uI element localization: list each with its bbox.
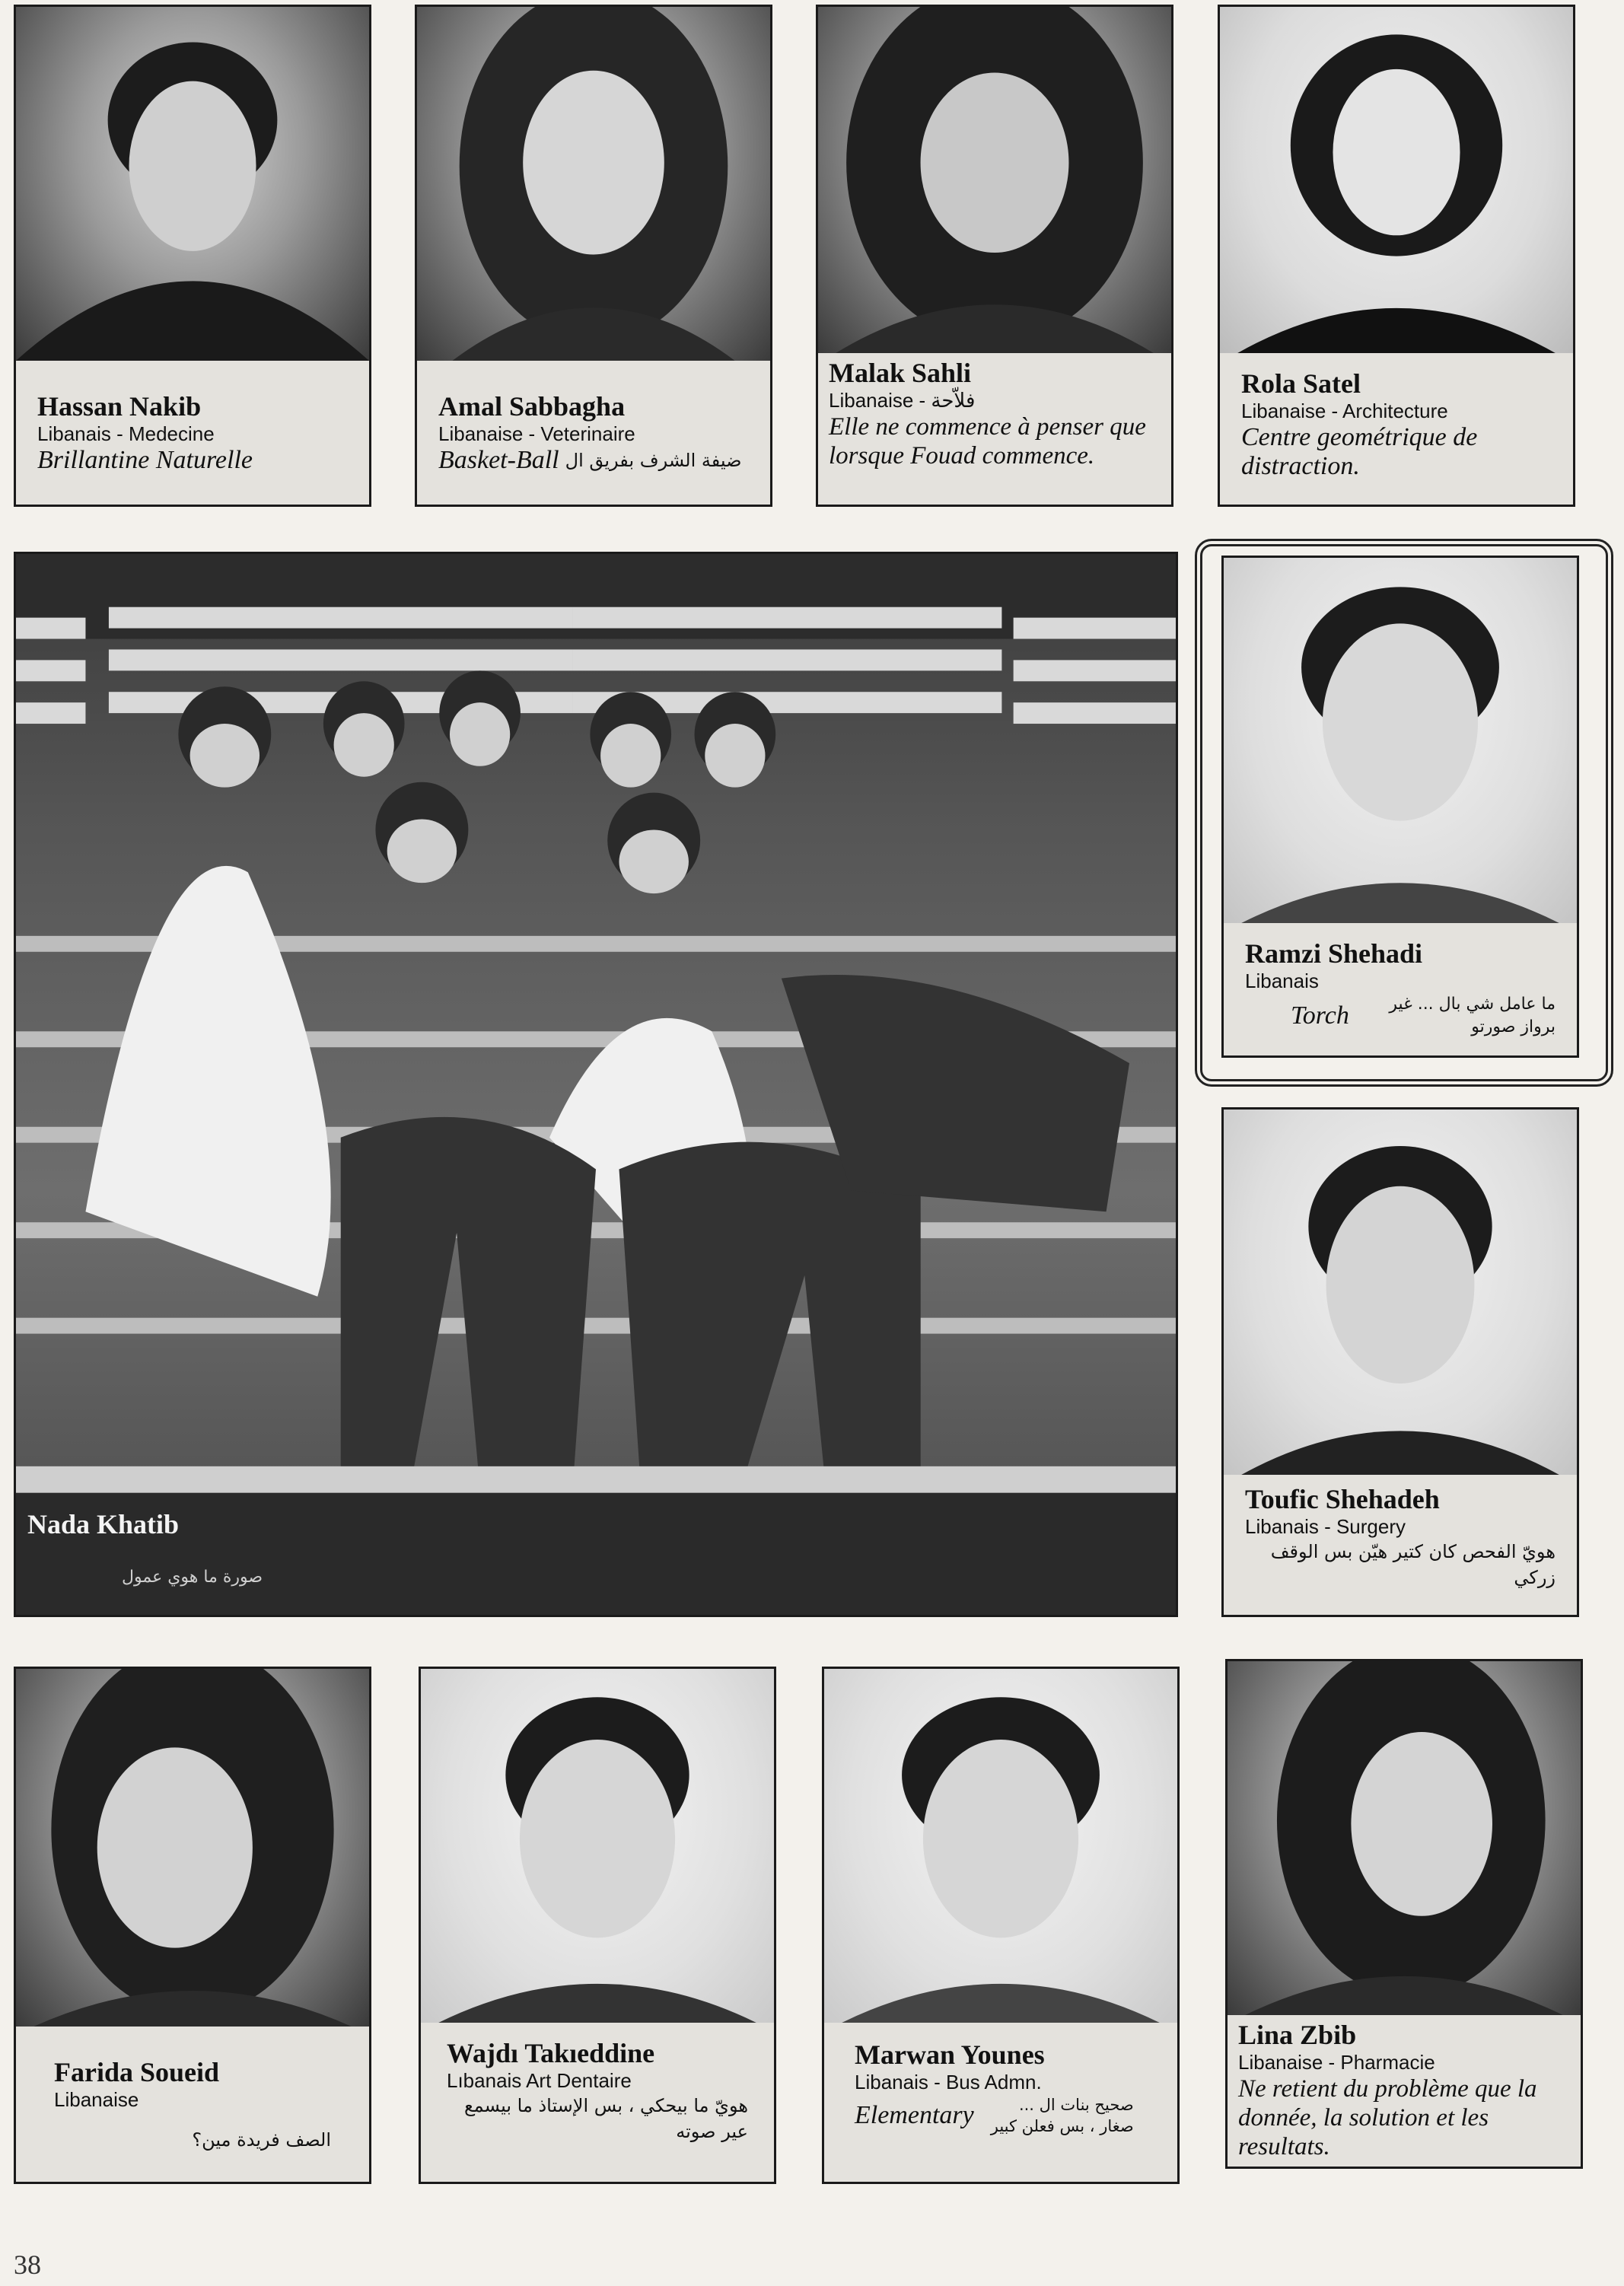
student-info: Libanaise - Architecture [1241, 400, 1448, 422]
student-info: Libanais - Bus Admn. [855, 2071, 1042, 2093]
student-arabic-note: هويّ ما بيحكي ، بس الإستاذ ما بيسمع عير صوته [464, 2095, 748, 2142]
student-name: Amal Sabbagha [438, 391, 626, 422]
student-info: Libanaise - Veterinaire [438, 422, 635, 445]
portrait-photo [16, 1669, 369, 2027]
portrait-photo [1228, 1661, 1581, 2015]
student-name: Rola Satel [1241, 368, 1361, 399]
caption [1224, 1475, 1577, 1615]
portrait-photo [818, 7, 1171, 353]
group-photo-arabic: صورة ما هوي عمول [122, 1568, 263, 1587]
portrait-photo [1224, 558, 1577, 923]
student-name: Wajdı Takıeddine [447, 2038, 655, 2068]
student-quote: Torch [1291, 1001, 1349, 1030]
student-name: Marwan Younes [855, 2039, 1045, 2070]
student-info: Libanaise - Pharmacie [1238, 2051, 1435, 2074]
student-quote: Elle ne commence à penser que lorsque Fouad commence. [829, 413, 1146, 470]
student-info: Lıbanais Art Dentaire [447, 2069, 632, 2092]
student-card-toufic [1221, 1107, 1579, 1617]
portrait-photo [824, 1669, 1177, 2023]
caption [16, 2027, 369, 2182]
student-arabic-note: ضيفة الشرف بفريق ال [565, 450, 742, 471]
student-info: Libanais - Medecine [37, 422, 215, 445]
student-quote: Ne retient du problème que la donnée, la solution et les resultats. [1238, 2075, 1537, 2160]
student-name: Malak Sahli [829, 358, 972, 388]
student-card-ramzi [1221, 556, 1579, 1058]
student-info: Libanais [1245, 969, 1319, 992]
student-name: Hassan Nakib [37, 391, 202, 422]
student-card-malak [816, 5, 1173, 507]
student-arabic-note: صحيح بنات ال ... صغار ، بس فعلن كبير [990, 2096, 1134, 2135]
student-arabic-note: هويّ الفحص كان كتير هيّن بس الوقف زركي [1270, 1541, 1556, 1588]
caption [421, 2023, 774, 2182]
caption [824, 2023, 1177, 2182]
group-photo-label: Nada Khatib [27, 1509, 180, 1539]
student-quote: Basket-Ball [438, 446, 559, 474]
student-info: Libanaise [54, 2088, 139, 2111]
caption [1224, 923, 1577, 1055]
group-photo [14, 552, 1178, 1617]
student-card-lina [1225, 1659, 1583, 2169]
caption [417, 361, 770, 505]
student-card-farida [14, 1667, 371, 2184]
page-number: 38 [14, 2249, 41, 2280]
student-info: Libanaise - فلاّحة [829, 389, 976, 412]
student-card-marwan [822, 1667, 1180, 2184]
student-name: Toufic Shehadeh [1245, 1484, 1440, 1514]
portrait-photo [421, 1669, 774, 2023]
student-card-amal [415, 5, 772, 507]
student-card-rola [1218, 5, 1575, 507]
student-info: Libanais - Surgery [1245, 1515, 1406, 1538]
student-arabic-note: ما عامل شي بال ... غير برواز صورتو [1389, 995, 1556, 1036]
student-name: Farida Soueid [54, 2057, 220, 2087]
student-card-wajdi [419, 1667, 776, 2184]
caption [818, 353, 1171, 505]
caption [1220, 353, 1573, 505]
student-quote: Elementary [855, 2101, 974, 2129]
student-name: Lina Zbib [1238, 2020, 1357, 2050]
student-quote: Centre geométrique de distraction. [1241, 423, 1478, 480]
student-card-hassan [14, 5, 371, 507]
portrait-photo [417, 7, 770, 361]
portrait-photo [16, 7, 369, 361]
student-quote: Brillantine Naturelle [37, 446, 253, 474]
student-arabic-note: الصف فريدة مين؟ [192, 2129, 331, 2151]
portrait-photo [1220, 7, 1573, 353]
student-name: Ramzi Shehadi [1245, 938, 1423, 969]
portrait-photo [1224, 1110, 1577, 1475]
caption [16, 361, 369, 505]
caption [1228, 2015, 1581, 2167]
